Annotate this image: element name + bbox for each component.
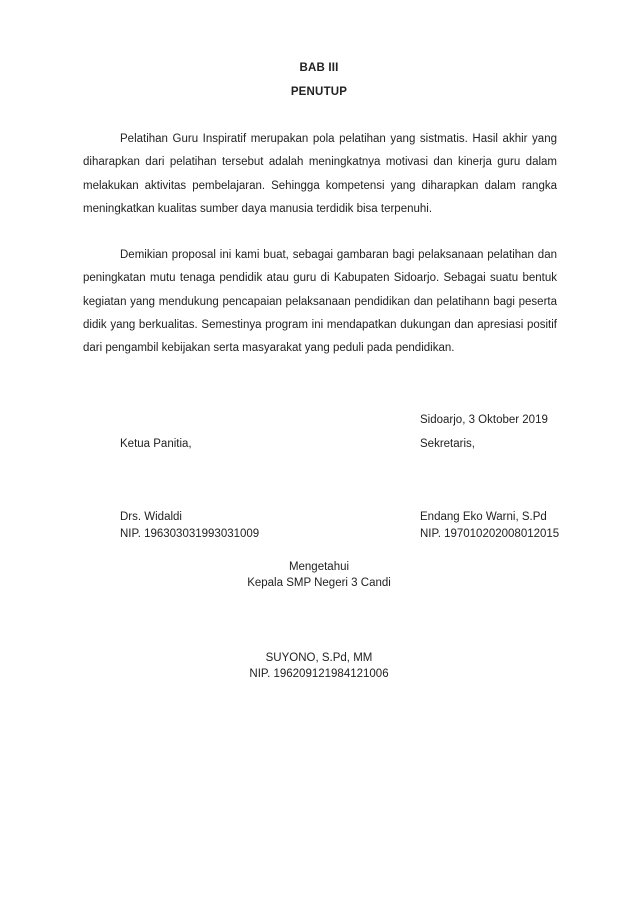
headmaster-name: SUYONO, S.Pd, MM xyxy=(265,652,373,664)
paragraph-2: Demikian proposal ini kami buat, sebagai gambaran bagi pelaksanaan pelatihan dan peningkatan mutu tenaga pendidik atau guru di Kabupaten Sidoarjo. Sebagai suatu bentuk kegiatan yang mendukung pencapaian pelaksanaan pendidikan dan pelatihann bagi peserta didik yang berkualitas. Semestinya program ini mendapatkan dukungan dan apresiasi positif dari pengambil kebijakan serta masyarakat yang peduli pada pendidikan. xyxy=(83,249,557,355)
acknowledge-label: Mengetahui xyxy=(288,561,350,573)
right-signatory-name: Endang Eko Warni, S.Pd xyxy=(420,511,547,523)
headmaster-role: Kepala SMP Negeri 3 Candi xyxy=(247,577,391,589)
left-signatory-name: Drs. Widaldi xyxy=(120,511,182,523)
headmaster-nip: NIP. 196209121984121006 xyxy=(249,668,389,680)
right-signatory-role: Sekretaris, xyxy=(420,438,475,450)
left-signatory-role: Ketua Panitia, xyxy=(120,438,192,450)
chapter-title: PENUTUP xyxy=(290,86,348,98)
paragraph-1: Pelatihan Guru Inspiratif merupakan pola pelatihan yang sistmatis. Hasil akhir yang diharapkan dari pelatihan tersebut adalah meningkatnya motivasi dan kinerja guru dalam melakukan aktivitas pembelajaran. Sehingga kompetensi yang diharapkan dalam rangka meningkatkan kualitas sumber daya manusia terdidik bisa terpenuhi. xyxy=(83,133,557,215)
chapter-heading: BAB III xyxy=(299,62,339,74)
place-date: Sidoarjo, 3 Oktober 2019 xyxy=(420,414,548,426)
left-signatory-nip: NIP. 196303031993031009 xyxy=(120,528,260,540)
right-signatory-nip: NIP. 197010202008012015 xyxy=(420,528,560,540)
